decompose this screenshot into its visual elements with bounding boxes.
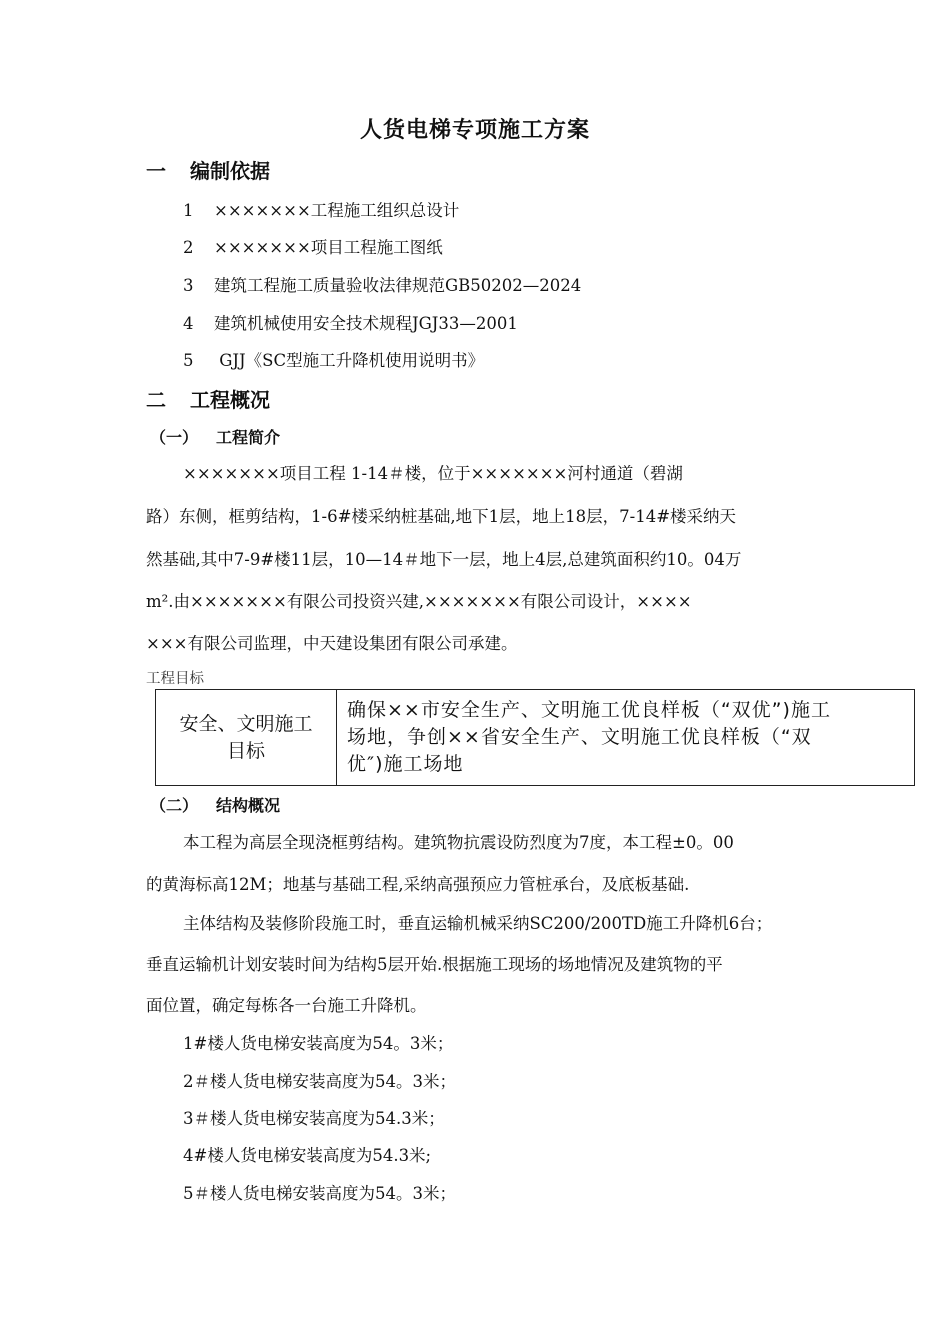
list-item xyxy=(183,234,443,258)
paragraph-line: 主体结构及装修阶段施工时，垂直运输机械采纳SC200/200TD施工升降机6台； xyxy=(183,914,773,933)
list-item-text: GJJ《SC型施工升降机使用说明书》 xyxy=(214,351,485,370)
list-item xyxy=(183,347,484,371)
goal-table xyxy=(155,689,915,786)
subsection-1-number: （一） xyxy=(150,428,199,447)
subsection-1-heading xyxy=(150,425,280,448)
section-1-number: 一 xyxy=(146,159,166,183)
list-item-text: 建筑工程施工质量验收法律规范GB50202—2024 xyxy=(214,276,582,295)
list-item-number: 1 xyxy=(183,201,194,220)
list-item-number: 4 xyxy=(183,314,194,333)
document-title: 人货电梯专项施工方案 xyxy=(359,118,590,143)
paragraph-line: m².由×××××××有限公司投资兴建,×××××××有限公司设计，×××× xyxy=(146,592,692,611)
paragraph-line: ×××有限公司监理，中天建设集团有限公司承建。 xyxy=(146,634,518,653)
list-item-text: 建筑机械使用安全技术规程JGJ33—2001 xyxy=(214,314,518,333)
paragraph-line: 然基础,其中7-9#楼11层，10—14＃地下一层，地上4层,总建筑面积约10。04万 xyxy=(146,550,742,569)
goal-label-line: 安全、文明施工 xyxy=(179,712,313,735)
subsection-2-title: 结构概况 xyxy=(216,796,281,815)
section-1-title: 编制依据 xyxy=(190,159,270,183)
elevator-height-line: 2＃楼人货电梯安装高度为54。3米； xyxy=(183,1072,456,1091)
paragraph-line: ×××××××项目工程 1-14＃楼，位于×××××××河村通道（碧湖 xyxy=(183,464,683,483)
goal-label-cell xyxy=(156,690,337,786)
elevator-height-line: 1#楼人货电梯安装高度为54。3米； xyxy=(183,1034,454,1053)
elevator-height-line: 5＃楼人货电梯安装高度为54。3米； xyxy=(183,1184,456,1203)
list-item-number: 3 xyxy=(183,276,194,295)
list-item xyxy=(183,272,581,296)
paragraph-line: 本工程为高层全现浇框剪结构。建筑物抗震设防烈度为7度，本工程±0。00 xyxy=(183,833,734,852)
paragraph-line: 的黄海标高12M；地基与基础工程,采纳高强预应力管桩承台，及底板基础. xyxy=(146,875,690,894)
elevator-height-line: 3＃楼人货电梯安装高度为54.3米； xyxy=(183,1109,445,1128)
list-item-text: ×××××××项目工程施工图纸 xyxy=(214,238,443,257)
paragraph-line: 路）东侧，框剪结构，1-6#楼采纳桩基础,地下1层，地上18层，7-14#楼采纳天 xyxy=(146,507,737,526)
elevator-height-line: 4#楼人货电梯安装高度为54.3米; xyxy=(183,1146,432,1165)
list-item-text: ×××××××工程施工组织总设计 xyxy=(214,201,460,220)
section-1-heading xyxy=(146,155,270,184)
subsection-2-number: （二） xyxy=(150,796,199,815)
list-item-number: 5 xyxy=(183,351,194,370)
section-2-number: 二 xyxy=(146,388,166,412)
section-2-heading xyxy=(146,384,270,413)
paragraph-line: 垂直运输机计划安装时间为结构5层开始.根据施工现场的场地情况及建筑物的平 xyxy=(146,955,723,974)
paragraph-line: 面位置，确定每栋各一台施工升降机。 xyxy=(146,996,427,1015)
goal-label-line: 目标 xyxy=(226,739,265,762)
list-item xyxy=(183,197,459,221)
list-item-number: 2 xyxy=(183,238,194,257)
list-item xyxy=(183,310,518,334)
goal-content-line: 优″)施工场地 xyxy=(347,753,464,775)
table-row xyxy=(156,690,915,786)
goal-content-line: 场地，争创××省安全生产、文明施工优良样板（“双 xyxy=(347,726,812,748)
goal-caption: 工程目标 xyxy=(146,671,204,687)
goal-content-line: 确保××市安全生产、文明施工优良样板（“双优”)施工 xyxy=(347,699,831,721)
section-2-title: 工程概况 xyxy=(190,388,270,412)
goal-content-cell xyxy=(337,690,915,786)
subsection-1-title: 工程简介 xyxy=(216,428,281,447)
subsection-2-heading xyxy=(150,793,280,816)
